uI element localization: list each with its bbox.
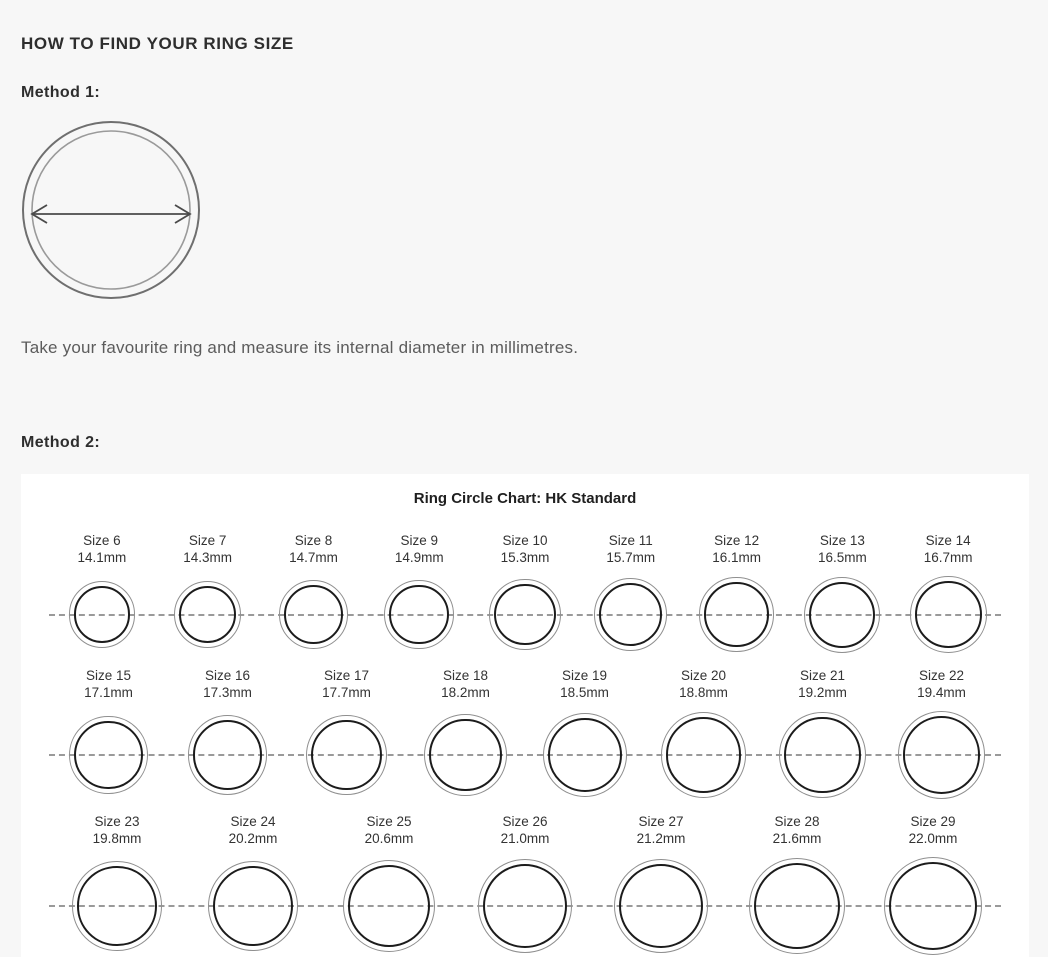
- size-label: Size 28: [774, 814, 820, 829]
- ring-circle-inner: [494, 584, 555, 645]
- ring-circle-inner: [915, 581, 982, 648]
- ring-size-cell: [525, 667, 644, 701]
- diameter-label: 16.5mm: [817, 550, 867, 565]
- diameter-label: 21.6mm: [772, 831, 822, 846]
- ring-circle-inner: [599, 583, 662, 646]
- ring-circles-strip: [21, 572, 1029, 657]
- ring-circle-cell: [684, 577, 790, 651]
- ring-size-cell: [882, 667, 1001, 701]
- diameter-label: 16.1mm: [712, 550, 761, 565]
- ring-circle-cell: [865, 857, 1001, 955]
- ring-circle-inner: [754, 863, 840, 949]
- ring-size-cell: [578, 532, 684, 566]
- size-label: Size 9: [400, 533, 438, 548]
- ring-circle-inner: [548, 718, 622, 792]
- ring-circle: [69, 716, 147, 794]
- diameter-label: 22.0mm: [908, 831, 958, 846]
- ring-circles-strip: [21, 853, 1029, 957]
- ring-circle: [661, 712, 746, 797]
- diameter-arrow-icon: [32, 205, 190, 223]
- size-label: Size 24: [230, 814, 276, 829]
- ring-circle: [384, 580, 454, 650]
- diameter-label: 16.7mm: [923, 550, 973, 565]
- ring-circle-inner: [809, 582, 875, 648]
- ring-circle-cell: [789, 577, 895, 653]
- ring-circle: [614, 859, 709, 954]
- size-label: Size 10: [502, 533, 548, 548]
- ring-size-cell: [457, 813, 593, 847]
- ring-size-cell: [763, 667, 882, 701]
- ring-circle: [749, 858, 845, 954]
- ring-size-cell: [49, 667, 168, 701]
- ring-circle-inner: [429, 719, 502, 792]
- method-1-heading: Method 1:: [21, 84, 101, 101]
- ring-circle: [306, 715, 387, 796]
- diameter-label: 17.7mm: [322, 685, 371, 700]
- ring-size-cell: [644, 667, 763, 701]
- ring-size-cell: [406, 667, 525, 701]
- ring-circle: [174, 581, 241, 648]
- size-label: Size 18: [442, 668, 489, 683]
- ring-size-cell: [287, 667, 406, 701]
- ring-circle: [208, 861, 299, 952]
- chart-title: Ring Circle Chart: HK Standard: [413, 490, 637, 507]
- ring-circle: [72, 861, 161, 950]
- ring-circle: [779, 712, 866, 799]
- ring-circle: [489, 579, 560, 650]
- ring-circle-inner: [389, 585, 449, 645]
- ring-circle-cell: [729, 858, 865, 954]
- ring-circle: [343, 860, 435, 952]
- ring-circle: [594, 578, 667, 651]
- method-2-heading: Method 2:: [21, 434, 101, 451]
- method-1-caption: Take your favourite ring and measure its internal diameter in millimetres.: [21, 338, 579, 357]
- ring-circle-cell: [763, 712, 882, 799]
- ring-circle-inner: [666, 717, 741, 792]
- ring-circle: [804, 577, 880, 653]
- size-label: Size 21: [799, 668, 846, 683]
- ring-size-cell: [366, 532, 472, 566]
- ring-outer-circle: [23, 122, 199, 298]
- ring-circle-inner: [179, 586, 236, 643]
- ring-circle-cell: [882, 711, 1001, 799]
- ring-size-labels-row: [21, 813, 1029, 847]
- ring-size-row: [21, 532, 1029, 657]
- diameter-label: 14.7mm: [289, 550, 338, 565]
- diameter-label: 21.0mm: [500, 831, 550, 846]
- size-label: Size 12: [714, 533, 760, 548]
- ring-size-cell: [593, 813, 729, 847]
- ring-size-cell: [472, 532, 578, 566]
- size-label: Size 22: [918, 668, 965, 683]
- diameter-label: 18.5mm: [560, 685, 609, 700]
- ring-circle: [279, 580, 348, 649]
- size-label: Size 16: [204, 668, 251, 683]
- ring-circle-inner: [889, 862, 977, 950]
- size-label: Size 20: [680, 668, 727, 683]
- ring-circle-inner: [483, 864, 567, 948]
- size-label: Size 13: [819, 533, 865, 548]
- size-label: Size 15: [85, 668, 132, 683]
- ring-circles-strip: [21, 707, 1029, 803]
- ring-circle-inner: [74, 721, 142, 789]
- diameter-label: 18.8mm: [679, 685, 728, 700]
- ring-circle-inner: [903, 716, 981, 794]
- diameter-label: 19.2mm: [798, 685, 847, 700]
- ring-circle-cell: [644, 712, 763, 797]
- ring-size-cell: [185, 813, 321, 847]
- diameter-label: 19.8mm: [92, 831, 142, 846]
- ring-size-labels-row: [21, 667, 1029, 701]
- diameter-label: 14.9mm: [394, 550, 444, 565]
- ring-circle-inner: [348, 865, 430, 947]
- ring-size-cell: [168, 667, 287, 701]
- ring-circle-inner: [311, 720, 382, 791]
- ring-size-row: [21, 667, 1029, 803]
- size-label: Size 25: [366, 814, 412, 829]
- size-label: Size 29: [910, 814, 956, 829]
- page-title: HOW TO FIND YOUR RING SIZE: [21, 34, 294, 53]
- ring-size-cell: [321, 813, 457, 847]
- diameter-label: 17.1mm: [84, 685, 133, 700]
- ring-size-cell: [729, 813, 865, 847]
- ring-circle: [699, 577, 773, 651]
- ring-circle-inner: [193, 720, 262, 789]
- ring-circle-cell: [895, 576, 1001, 653]
- diameter-label: 14.1mm: [77, 550, 127, 565]
- ring-size-cell: [49, 813, 185, 847]
- size-label: Size 11: [608, 533, 653, 548]
- ring-size-cell: [155, 532, 261, 566]
- ring-circle: [424, 714, 507, 797]
- ring-circle-inner: [704, 582, 768, 646]
- ring-circle: [69, 581, 135, 647]
- ring-circle: [188, 715, 267, 794]
- size-label: Size 26: [502, 814, 548, 829]
- diameter-label: 19.4mm: [917, 685, 966, 700]
- ring-circle: [543, 713, 627, 797]
- ring-size-labels-row: [21, 532, 1029, 566]
- ring-diameter-illustration: [21, 118, 203, 302]
- size-label: Size 17: [323, 668, 370, 683]
- diameter-label: 14.3mm: [183, 550, 233, 565]
- ring-size-cell: [789, 532, 895, 566]
- ring-circle-inner: [284, 585, 343, 644]
- ring-size-cell: [49, 532, 155, 566]
- ring-circle-chart-panel: [21, 474, 1029, 957]
- ring-circle-inner: [619, 864, 704, 949]
- ring-inner-circle: [32, 131, 190, 289]
- ring-size-cell: [261, 532, 367, 566]
- size-label: Size 14: [925, 533, 971, 548]
- diameter-label: 20.2mm: [228, 831, 278, 846]
- ring-circle-inner: [784, 717, 861, 794]
- ring-size-cell: [895, 532, 1001, 566]
- diameter-label: 17.3mm: [203, 685, 252, 700]
- size-label: Size 27: [638, 814, 684, 829]
- size-label: Size 19: [561, 668, 608, 683]
- chart-rows: [21, 532, 1029, 957]
- ring-size-cell: [684, 532, 790, 566]
- ring-circle: [898, 711, 986, 799]
- diameter-label: 18.2mm: [441, 685, 490, 700]
- ring-size-row: [21, 813, 1029, 957]
- ring-circle: [910, 576, 987, 653]
- ring-circle: [884, 857, 982, 955]
- diameter-label: 20.6mm: [364, 831, 414, 846]
- ring-circle-inner: [74, 586, 130, 642]
- diameter-label: 21.2mm: [636, 831, 686, 846]
- ring-size-cell: [865, 813, 1001, 847]
- ring-circle-cell: [525, 713, 644, 797]
- size-label: Size 7: [188, 533, 227, 548]
- size-label: Size 23: [94, 814, 140, 829]
- size-label: Size 6: [83, 533, 121, 548]
- diameter-label: 15.3mm: [500, 550, 550, 565]
- ring-circle: [478, 859, 572, 953]
- ring-circle-inner: [213, 866, 294, 947]
- ring-circle-inner: [77, 866, 156, 945]
- size-label: Size 8: [294, 533, 333, 548]
- diameter-label: 15.7mm: [606, 550, 656, 565]
